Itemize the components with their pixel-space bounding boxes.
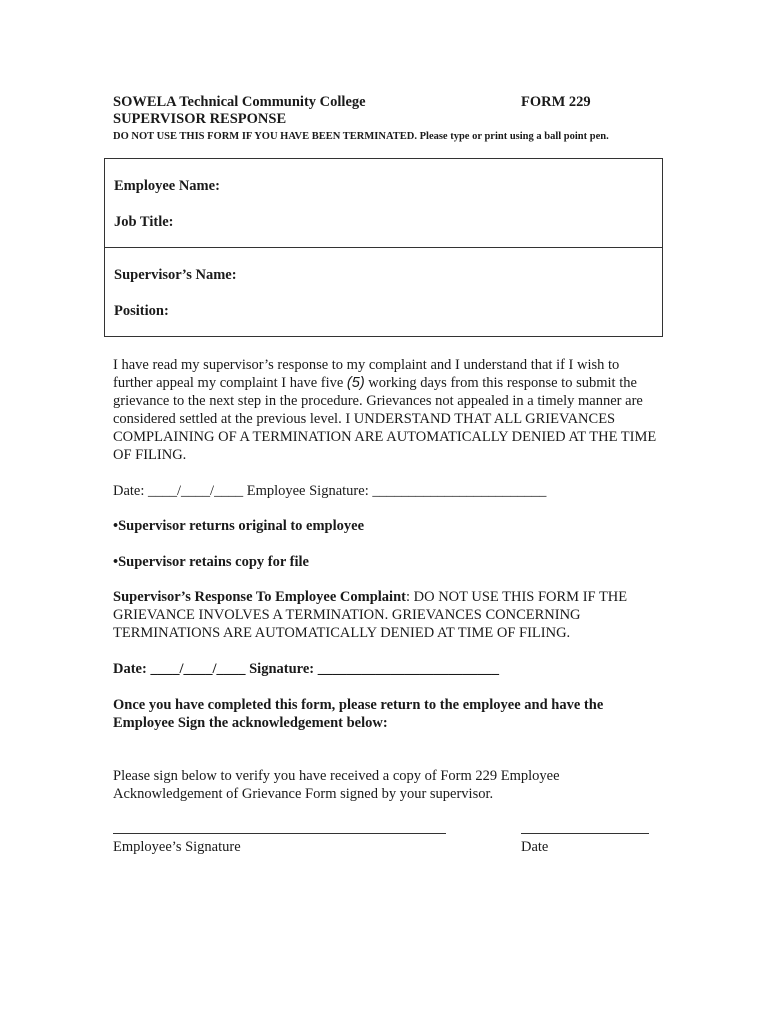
ack-text-before: I have read my supervisor’s response to my complaint and I understand that if I wish to further appeal my complaint I have five (113, 357, 620, 391)
form-number: FORM 229 (521, 94, 591, 110)
verify-text: Please sign below to verify you have received a copy of Form 229 Employee Acknowledgement of Grievance Form signed by your supervisor. (113, 768, 560, 802)
date-signature-line[interactable] (521, 833, 649, 834)
employee-signature-line[interactable] (113, 833, 446, 834)
instruction-retain-copy: •Supervisor retains copy for file (113, 554, 309, 570)
date-label: Date (521, 839, 549, 855)
supervisor-date-signature-line: Date: ____/____/____ Signature: _________________________ (113, 661, 499, 677)
employee-info-box (104, 158, 663, 248)
supervisor-info-box (104, 247, 663, 337)
employee-signature-label: Employee’s Signature (113, 839, 241, 855)
job-title-label: Job Title: (114, 214, 174, 230)
return-instruction: Once you have completed this form, please return to the employee and have the Employee Sign the acknowledgement below: (113, 697, 604, 731)
supervisor-response-label: Supervisor’s Response To Employee Complaint (113, 589, 406, 605)
supervisor-response-text: : DO NOT USE THIS FORM IF THE GRIEVANCE INVOLVES A TERMINATION. GRIEVANCES CONCERNING TERMINATIONS ARE AUTOMATICALLY DENIED AT TIME OF FILING. (113, 589, 628, 641)
supervisor-response-paragraph (113, 588, 658, 642)
employee-date-signature-line: Date: ____/____/____ Employee Signature: ________________________ (113, 483, 547, 499)
instruction-return-original: •Supervisor returns original to employee (113, 518, 365, 534)
position-label: Position: (114, 303, 169, 319)
ack-days-number: (5) (346, 375, 365, 391)
notice-warning: DO NOT USE THIS FORM IF YOU HAVE BEEN TERMINATED. (113, 131, 417, 142)
ack-text-after: working days from this response to submit the grievance to the next step in the procedure. Grievances not appealed in a timely manner are considered settled at the previous level. I UNDERSTAND THAT ALL GRIEVANCES COMPLAINING OF A TERMINATION ARE AUTOMATICALLY DENIED AT THE TIME OF FILING. (113, 375, 657, 463)
form-title: SUPERVISOR RESPONSE (113, 111, 287, 127)
acknowledgement-paragraph (113, 356, 658, 464)
employee-name-label: Employee Name: (114, 178, 220, 194)
college-name: SOWELA Technical Community College (113, 94, 366, 110)
notice-instruction: Please type or print using a ball point pen. (416, 131, 609, 142)
form-notice (113, 130, 653, 144)
supervisor-name-label: Supervisor’s Name: (114, 267, 237, 283)
